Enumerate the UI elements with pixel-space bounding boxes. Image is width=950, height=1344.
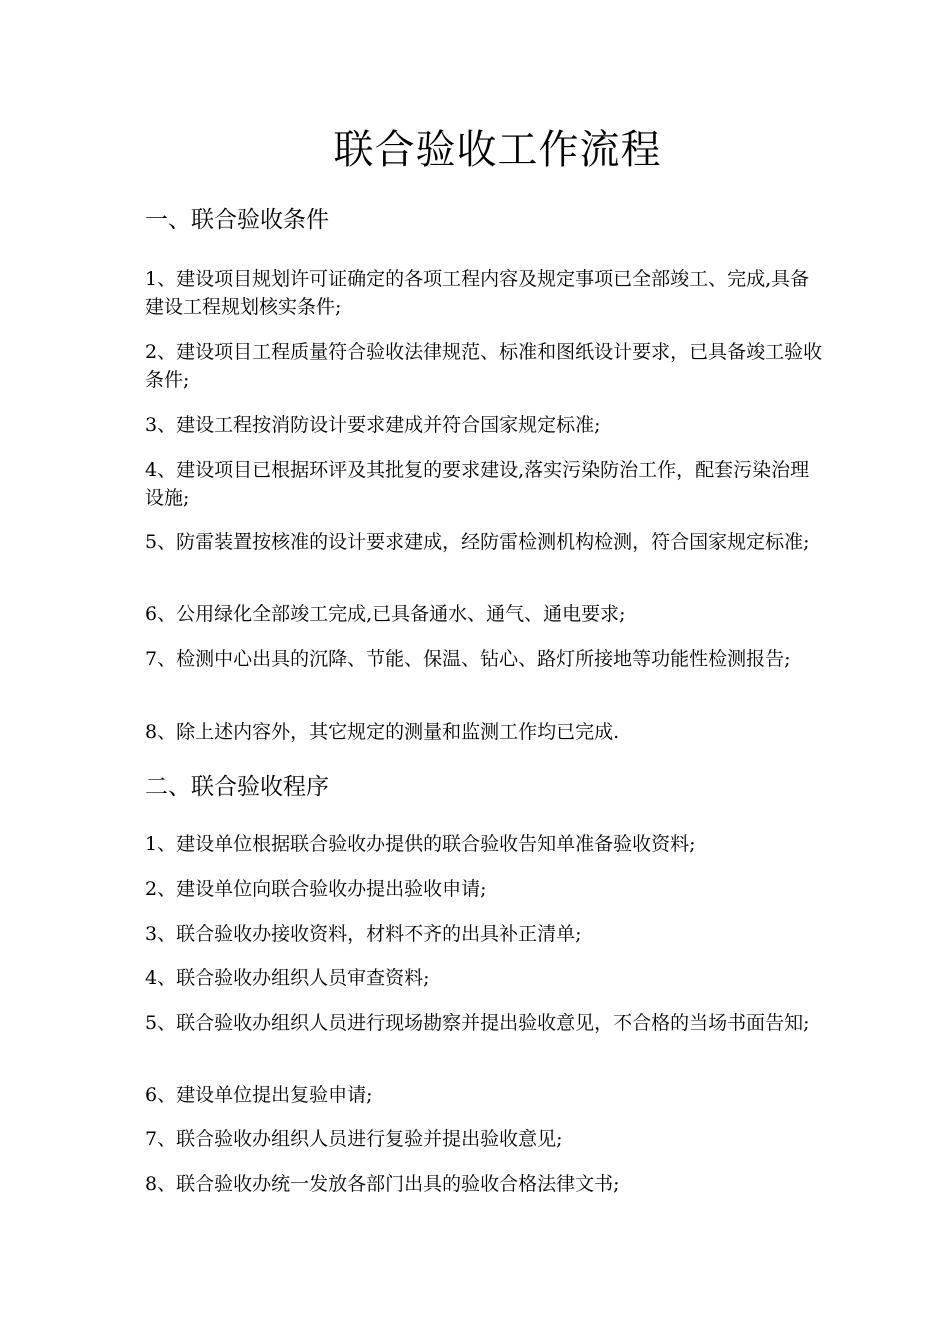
procedure-item: 5、联合验收办组织人员进行现场勘察并提出验收意见，不合格的当场书面告知; [145,1012,810,1034]
condition-item: 3、建设工程按消防设计要求建成并符合国家规定标准; [145,414,601,436]
condition-item: 1、建设项目规划许可证确定的各项工程内容及规定事项已全部竣工、完成,具备建设工程规划核实条件; [145,268,810,318]
condition-item: 2、建设项目工程质量符合验收法律规范、标准和图纸设计要求，已具备竣工验收条件; [145,341,823,391]
condition-item: 4、建设项目已根据环评及其批复的要求建设,落实污染防治工作，配套污染治理设施; [145,459,810,509]
procedure-item: 4、联合验收办组织人员审查资料; [145,967,430,989]
condition-item: 7、检测中心出具的沉降、节能、保温、钻心、路灯所接地等功能性检测报告; [145,648,791,670]
procedure-item: 1、建设单位根据联合验收办提供的联合验收告知单准备验收资料; [145,833,696,855]
section-heading-procedure: 二、联合验收程序 [145,774,329,800]
procedure-item: 7、联合验收办组织人员进行复验并提出验收意见; [145,1128,563,1150]
condition-item: 5、防雷装置按核准的设计要求建成，经防雷检测机构检测，符合国家规定标准; [145,531,810,553]
condition-item: 8、除上述内容外，其它规定的测量和监测工作均已完成. [145,721,620,743]
procedure-item: 3、联合验收办接收资料，材料不齐的出具补正清单; [145,923,582,945]
procedure-item: 8、联合验收办统一发放各部门出具的验收合格法律文书; [145,1173,620,1195]
procedure-item: 6、建设单位提出复验申请; [145,1084,373,1106]
section-heading-conditions: 一、联合验收条件 [145,207,329,233]
procedure-item: 2、建设单位向联合验收办提出验收申请; [145,878,487,900]
condition-item: 6、公用绿化全部竣工完成,已具备通水、通气、通电要求; [145,603,626,625]
document-title: 联合验收工作流程 [333,127,662,173]
